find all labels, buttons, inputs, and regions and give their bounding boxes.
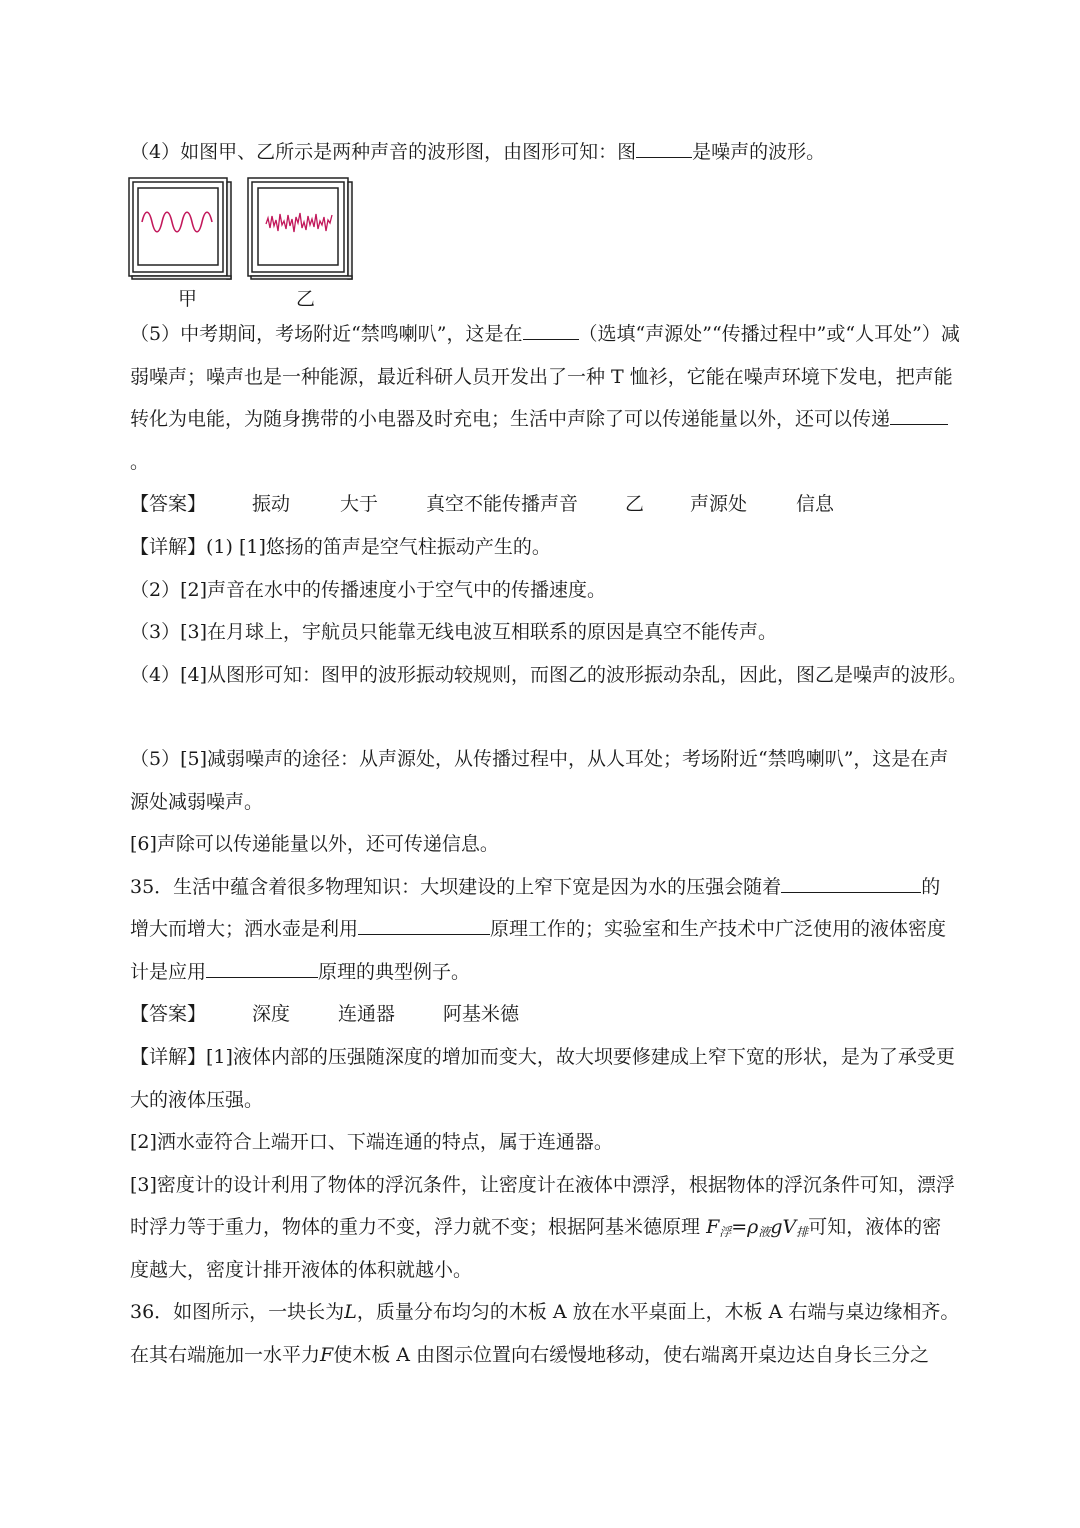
q4-line: （4）如图甲、乙所示是两种声音的波形图，由图形可知：图 是噪声的波形。 xyxy=(130,141,826,163)
detail1-l4: （4）[4]从图形可知：图甲的波形振动较规则，而图乙的波形振动杂乱，因此，图乙是噪声的波形。 xyxy=(130,664,968,686)
q35-line1: 35．生活中蕴含着很多物理知识：大坝建设的上窄下宽是因为水的压强会随着 的 xyxy=(130,876,941,898)
q35-blank2[interactable] xyxy=(358,916,490,935)
q5-blank1[interactable] xyxy=(523,321,579,340)
monitor-yi xyxy=(248,178,352,279)
waveform-figure xyxy=(128,176,358,280)
fig-label-jia: 甲 xyxy=(178,288,198,310)
answer2-item: 连通器 xyxy=(338,1003,396,1025)
q5-line2: 弱噪声；噪声也是一种能源，最近科研人员开发出了一种 T 恤衫，它能在噪声环境下发电，把声能 xyxy=(130,366,953,388)
detail1-l3: （3）[3]在月球上，宇航员只能靠无线电波互相联系的原因是真空不能传声。 xyxy=(130,621,778,643)
answer2 xyxy=(130,1000,520,1028)
fig-label-yi: 乙 xyxy=(296,288,316,310)
q5-line1: （5）中考期间，考场附近“禁鸣喇叭”，这是在 （选填“声源处”“传播过程中”或“人耳处”）减 xyxy=(130,323,960,345)
detail1-l6: 源处减弱噪声。 xyxy=(130,791,264,813)
answer1-label: 【答案】 xyxy=(130,493,207,515)
answer1-item: 乙 xyxy=(625,493,645,515)
answer1-item: 振动 xyxy=(252,493,291,515)
q5-line4: 。 xyxy=(130,451,150,473)
detail1-l1: 【详解】(1) [1]悠扬的笛声是空气柱振动产生的。 xyxy=(130,536,551,558)
q35-line3: 计是应用 原理的典型例子。 xyxy=(130,961,471,983)
q35-blank3[interactable] xyxy=(206,959,318,978)
q35-blank1[interactable] xyxy=(781,874,921,893)
q36-line1: 36．如图所示，一块长为L，质量分布均匀的木板 A 放在水平桌面上，木板 A 右端与桌边缘相齐。 xyxy=(130,1301,960,1323)
q5-blank2[interactable] xyxy=(890,406,948,425)
detail1-l7: [6]声除可以传递能量以外，还可传递信息。 xyxy=(130,833,499,855)
detail2-l5: 时浮力等于重力，物体的重力不变，浮力就不变；根据阿基米德原理 $F_浮=\rho_液gV_排$可知，液体的密 xyxy=(130,1216,942,1239)
q35-line2: 增大而增大；洒水壶是利用 原理工作的；实验室和生产技术中广泛使用的液体密度 xyxy=(130,918,947,940)
answer1-item: 真空不能传播声音 xyxy=(426,493,579,515)
detail2-l3: [2]洒水壶符合上端开口、下端连通的特点，属于连通器。 xyxy=(130,1131,613,1153)
answer1 xyxy=(130,490,835,518)
q36-line2: 在其右端施加一水平力F使木板 A 由图示位置向右缓慢地移动，使右端离开桌边达自身长三分之 xyxy=(130,1344,930,1366)
answer2-item: 阿基米德 xyxy=(443,1003,520,1025)
buoyancy-formula: $F_浮=\rho_液gV_排$ xyxy=(706,1216,809,1239)
answer1-item: 信息 xyxy=(796,493,835,515)
answer1-item: 大于 xyxy=(340,493,379,515)
detail2-l4: [3]密度计的设计利用了物体的浮沉条件，让密度计在液体中漂浮，根据物体的浮沉条件可知，漂浮 xyxy=(130,1174,955,1196)
q4-blank[interactable] xyxy=(636,139,692,158)
answer2-label: 【答案】 xyxy=(130,1003,207,1025)
detail2-l6: 度越大，密度计排开液体的体积就越小。 xyxy=(130,1259,473,1281)
detail2-l2: 大的液体压强。 xyxy=(130,1089,264,1111)
q5-line3: 转化为电能，为随身携带的小电器及时充电；生活中声除了可以传递能量以外，还可以传递 xyxy=(130,405,948,433)
answer2-item: 深度 xyxy=(252,1003,291,1025)
regular-wave xyxy=(142,212,212,232)
detail1-l5: （5）[5]减弱噪声的途径：从声源处，从传播过程中，从人耳处；考场附近“禁鸣喇叭”，这是在声 xyxy=(130,748,949,770)
noise-wave xyxy=(266,213,332,232)
detail1-l2: （2）[2]声音在水中的传播速度小于空气中的传播速度。 xyxy=(130,579,607,601)
answer1-item: 声源处 xyxy=(690,493,748,515)
detail2-l1: 【详解】[1]液体内部的压强随深度的增加而变大，故大坝要修建成上窄下宽的形状，是为了承受更 xyxy=(130,1046,955,1068)
